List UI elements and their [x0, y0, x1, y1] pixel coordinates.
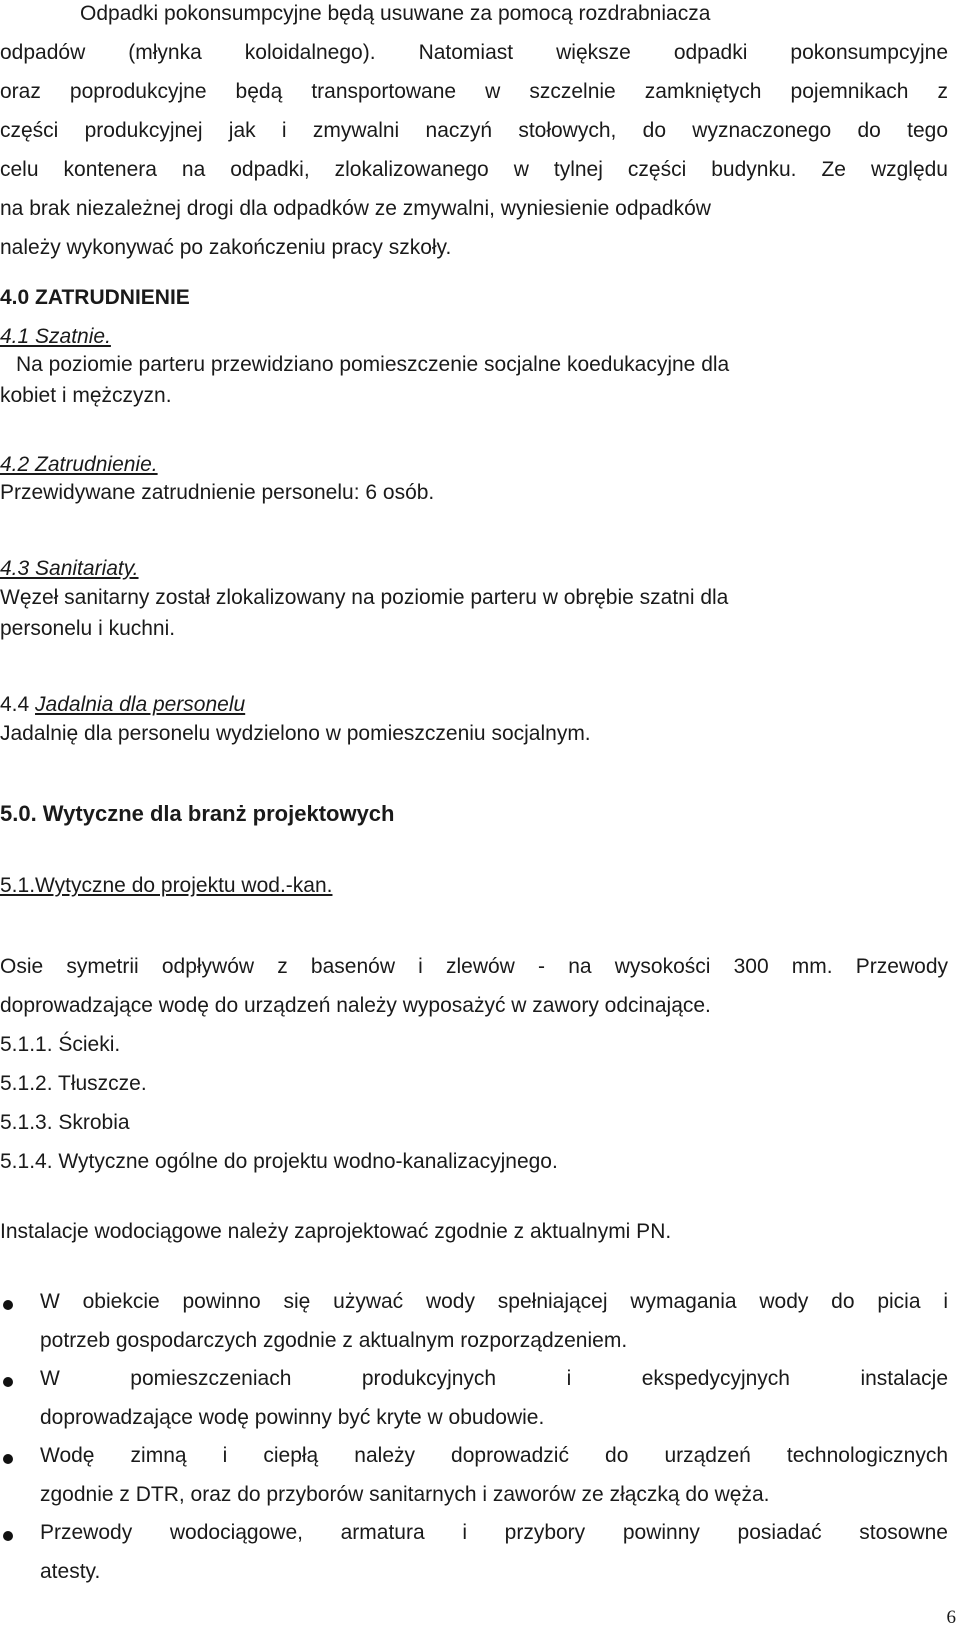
list-item: 5.1.2. Tłuszcze. — [0, 1072, 147, 1095]
subsection-title-text: Jadalnia dla personelu — [35, 693, 246, 716]
list-item: 5.1.4. Wytyczne ogólne do projektu wodno-kanalizacyjnego. — [0, 1150, 558, 1173]
paragraph-line: Osie symetrii odpływów z basenów i zlewów - na wysokości 300 mm. Przewody — [0, 955, 948, 978]
paragraph-line: Odpadki pokonsumpcyjne będą usuwane za pomocą rozdrabniacza — [80, 2, 711, 25]
paragraph-line: personelu i kuchni. — [0, 617, 176, 640]
subsection-title: 4.2 Zatrudnienie. — [0, 453, 158, 476]
paragraph-line: Przewidywane zatrudnienie personelu: 6 osób. — [0, 481, 435, 504]
paragraph-line: celu kontenera na odpadki, zlokalizowanego w tylnej części budynku. Ze względu — [0, 158, 948, 181]
list-item: 5.1.3. Skrobia — [0, 1111, 130, 1134]
bullet-text-line: doprowadzające wodę powinny być kryte w obudowie. — [40, 1406, 545, 1429]
paragraph-line: doprowadzające wodę do urządzeń należy wyposażyć w zawory odcinające. — [0, 994, 711, 1017]
subsection-title: 4.1 Szatnie. — [0, 325, 111, 348]
bullet-icon — [3, 1454, 13, 1464]
bullet-text-line: Przewody wodociągowe, armatura i przybory powinny posiadać stosowne — [40, 1521, 948, 1544]
paragraph-line: Na poziomie parteru przewidziano pomieszczenie socjalne koedukacyjne dla — [16, 353, 730, 376]
bullet-text-line: W pomieszczeniach produkcyjnych i ekspedycyjnych instalacje — [40, 1367, 948, 1390]
bullet-text-line: potrzeb gospodarczych zgodnie z aktualnym rozporządzeniem. — [40, 1329, 628, 1352]
subsection-number: 4.4 — [0, 693, 36, 716]
bullet-icon — [3, 1531, 13, 1541]
subsection-title: 4.3 Sanitariaty. — [0, 557, 139, 580]
section-heading: 4.0 ZATRUDNIENIE — [0, 286, 190, 309]
bullet-icon — [3, 1377, 13, 1387]
paragraph-line: kobiet i mężczyzn. — [0, 384, 172, 407]
bullet-text-line: Wodę zimną i ciepłą należy doprowadzić do urządzeń technologicznych — [40, 1444, 948, 1467]
paragraph-line: należy wykonywać po zakończeniu pracy szkoły. — [0, 236, 452, 259]
bullet-text-line: W obiekcie powinno się używać wody spełniającej wymagania wody do picia i — [40, 1290, 948, 1313]
paragraph-line: części produkcyjnej jak i zmywalni naczyń stołowych, do wyznaczonego do tego — [0, 119, 948, 142]
paragraph-line: oraz poprodukcyjne będą transportowane w szczelnie zamkniętych pojemnikach z — [0, 80, 948, 103]
subsection-title — [0, 693, 245, 716]
bullet-text-line: zgodnie z DTR, oraz do przyborów sanitarnych i zaworów ze złączką do węża. — [40, 1483, 770, 1506]
paragraph-line: odpadów (młynka koloidalnego). Natomiast większe odpadki pokonsumpcyjne — [0, 41, 948, 64]
paragraph-line: Instalacje wodociągowe należy zaprojektować zgodnie z aktualnymi PN. — [0, 1220, 672, 1243]
bullet-text-line: atesty. — [40, 1560, 101, 1583]
paragraph-line: na brak niezależnej drogi dla odpadków ze zmywalni, wyniesienie odpadków — [0, 197, 711, 220]
paragraph-line: Węzeł sanitarny został zlokalizowany na poziomie parteru w obrębie szatni dla — [0, 586, 729, 609]
paragraph-line: Jadalnię dla personelu wydzielono w pomieszczeniu socjalnym. — [0, 722, 591, 745]
subsection-title: 5.1.Wytyczne do projektu wod.-kan. — [0, 874, 333, 897]
bullet-icon — [3, 1300, 13, 1310]
page-number: 6 — [946, 1607, 956, 1628]
section-heading: 5.0. Wytyczne dla branż projektowych — [0, 801, 395, 826]
list-item: 5.1.1. Ścieki. — [0, 1033, 121, 1056]
